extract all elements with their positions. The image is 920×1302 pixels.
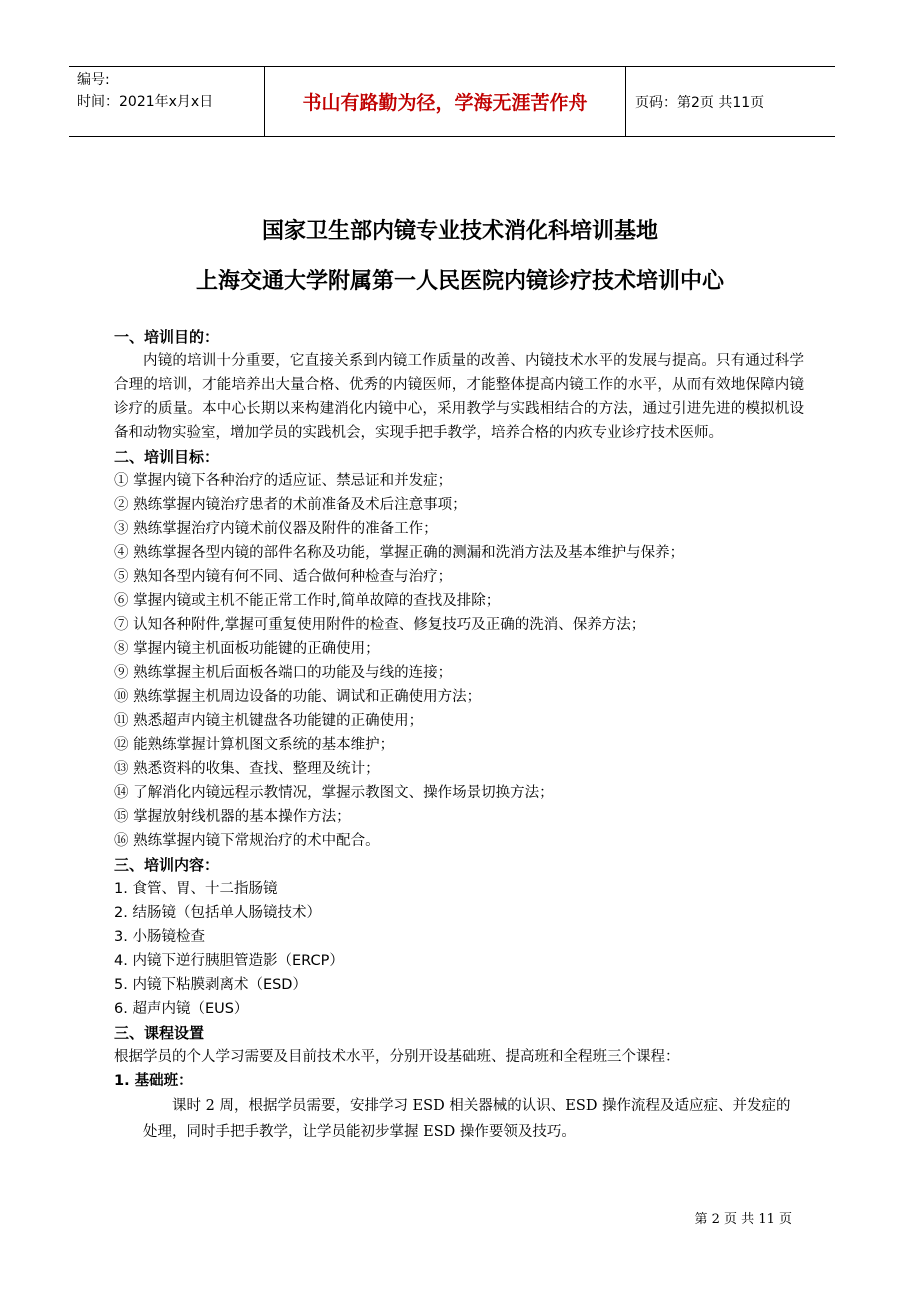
- basic-class-heading: 1. 基础班：: [114, 1073, 193, 1089]
- section-heading-goals: 二、培训目标：: [114, 448, 220, 466]
- content-item: 2. 结肠镜（包括单人肠镜技术）: [114, 905, 321, 921]
- goal-item: ⑪ 熟悉超声内镜主机键盘各功能键的正确使用；: [114, 713, 424, 729]
- document-title-1: 国家卫生部内镜专业技术消化科培训基地: [261, 219, 658, 244]
- goal-item: ⑦ 认知各种附件,掌握可重复使用附件的检查、修复技巧及正确的洗消、保养方法；: [114, 617, 646, 633]
- content-item: 6. 超声内镜（EUS）: [114, 1001, 249, 1017]
- section-heading-purpose: 一、培训目的：: [114, 328, 220, 346]
- header-page-cell: [626, 67, 835, 136]
- goal-item: ⑥ 掌握内镜或主机不能正常工作时,简单故障的查找及排除；: [114, 593, 501, 609]
- section-heading-content: 三、培训内容：: [114, 856, 220, 874]
- goal-item: ⑩ 熟练掌握主机周边设备的功能、调试和正确使用方法；: [114, 689, 482, 705]
- goal-item: ⑧ 掌握内镜主机面板功能键的正确使用；: [114, 641, 380, 657]
- number-label: 编号:: [77, 72, 110, 88]
- content-item: 4. 内镜下逆行胰胆管造影（ERCP）: [114, 953, 344, 969]
- page-code: 页码：第2页 共11页: [635, 94, 765, 111]
- purpose-paragraph: 内镜的培训十分重要，它直接关系到内镜工作质量的改善、内镜技术水平的发展与提高。只有通过科学合理的培训，才能培养出大量合格、优秀的内镜医师，才能整体提高内镜工作的水平，从而有效地保障内镜诊疗的质量。本中心长期以来构建消化内镜中心，采用教学与实践相结合的方法，通过引进先进的模拟机设备和动物实验室，增加学员的实践机会，实现手把手教学，培养合格的内疚专业诊疗技术医师。: [114, 353, 804, 441]
- document-title-2: 上海交通大学附属第一人民医院内镜诊疗技术培训中心: [195, 269, 724, 294]
- courses-intro: 根据学员的个人学习需要及目前技术水平，分别开设基础班、提高班和全程班三个课程：: [114, 1049, 680, 1065]
- section-heading-courses: 三、课程设置: [114, 1024, 205, 1042]
- motto-text: 书山有路勤为径，学海无涯苦作舟: [302, 92, 588, 114]
- goal-item: ① 掌握内镜下各种治疗的适应证、禁忌证和并发症；: [114, 473, 453, 489]
- basic-class-text: 课时 2 周，根据学员需要，安排学习 ESD 相关器械的认识、ESD 操作流程及适应症、并发症的处理，同时手把手教学，让学员能初步掌握 ESD 操作要领及技巧。: [143, 1098, 791, 1140]
- content-item: 3. 小肠镜检查: [114, 929, 205, 945]
- goal-item: ⑨ 熟练掌握主机后面板各端口的功能及与线的连接；: [114, 665, 453, 681]
- document-body: [114, 325, 804, 1145]
- content-item: 1. 食管、胃、十二指肠镜: [114, 881, 278, 897]
- goal-item: ④ 熟练掌握各型内镜的部件名称及功能，掌握正确的测漏和洗消方法及基本维护与保养；: [114, 545, 685, 561]
- goal-item: ⑭ 了解消化内镜远程示教情况，掌握示教图文、操作场景切换方法；: [114, 785, 554, 801]
- goal-item: ③ 熟练掌握治疗内镜术前仪器及附件的准备工作；: [114, 521, 438, 537]
- content-item: 5. 内镜下粘膜剥离术（ESD）: [114, 977, 307, 993]
- page-footer: 第 2 页 共 11 页: [694, 1212, 792, 1227]
- goal-item: ⑮ 掌握放射线机器的基本操作方法；: [114, 809, 351, 825]
- goal-item: ⑬ 熟悉资料的收集、查找、整理及统计；: [114, 761, 380, 777]
- goal-item: ② 熟练掌握内镜治疗患者的术前准备及术后注意事项；: [114, 497, 467, 513]
- goal-item: ⑤ 熟知各型内镜有何不同、适合做何种检查与治疗；: [114, 569, 453, 585]
- time-label: 时间：2021年x月x日: [77, 94, 214, 110]
- goal-item: ⑯ 熟练掌握内镜下常规治疗的术中配合。: [114, 833, 380, 849]
- document-header: [69, 66, 835, 137]
- header-motto-cell: [265, 67, 626, 136]
- goal-item: ⑫ 能熟练掌握计算机图文系统的基本维护；: [114, 737, 395, 753]
- header-left-cell: [69, 67, 265, 136]
